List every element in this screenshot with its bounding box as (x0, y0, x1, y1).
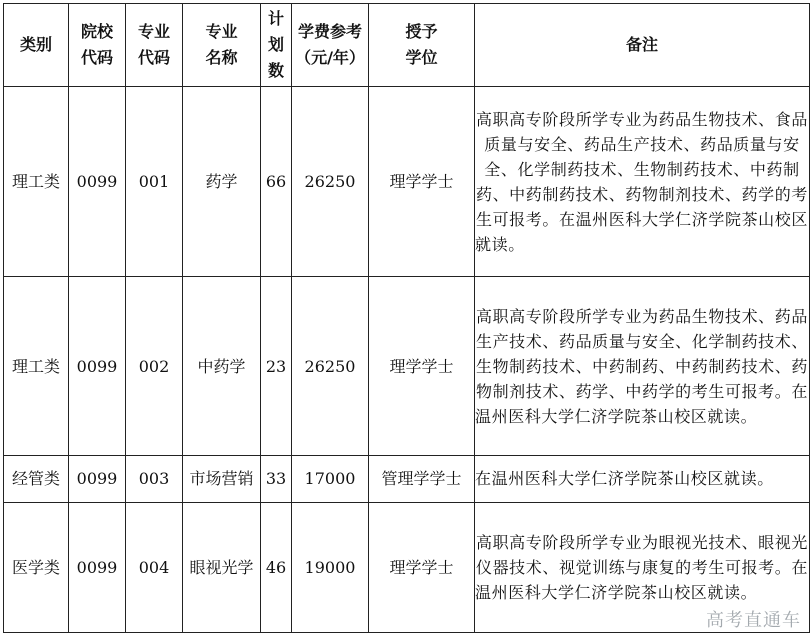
cell-category: 理工类 (4, 277, 69, 455)
cell-remark: 高职高专阶段所学专业为眼视光技术、眼视光仪器技术、视觉训练与康复的考生可报考。在温州医科大学仁济学院茶山校区就读。 (475, 502, 810, 632)
cell-degree: 管理学学士 (369, 455, 475, 502)
header-remark: 备注 (475, 4, 810, 87)
watermark-text: 高考直通车 (706, 610, 801, 631)
cell-major-name: 市场营销 (183, 455, 261, 502)
cell-remark: 在温州医科大学仁济学院茶山校区就读。 (475, 455, 810, 502)
cell-plan: 23 (261, 277, 292, 455)
cell-category: 理工类 (4, 87, 69, 277)
header-category: 类别 (4, 4, 69, 87)
cell-plan: 66 (261, 87, 292, 277)
cell-tuition: 26250 (292, 87, 369, 277)
cell-tuition: 26250 (292, 277, 369, 455)
cell-plan: 46 (261, 502, 292, 632)
cell-major-name: 眼视光学 (183, 502, 261, 632)
cell-category: 经管类 (4, 455, 69, 502)
cell-tuition: 19000 (292, 502, 369, 632)
table-header-row (4, 4, 810, 87)
table-row (4, 277, 810, 455)
cell-major-code: 001 (126, 87, 183, 277)
cell-remark: 高职高专阶段所学专业为药品生物技术、食品质量与安全、药品生产技术、药品质量与安全、化学制药技术、生物制药技术、中药制药、中药制药技术、药物制剂技术、药学的考生可报考。在温州医科大学仁济学院茶山校区就读。 (475, 87, 810, 277)
cell-major-name: 药学 (183, 87, 261, 277)
table-row (4, 87, 810, 277)
cell-plan: 33 (261, 455, 292, 502)
cell-school-code: 0099 (69, 455, 126, 502)
cell-tuition: 17000 (292, 455, 369, 502)
cell-major-code: 003 (126, 455, 183, 502)
cell-degree: 理学学士 (369, 87, 475, 277)
cell-degree: 理学学士 (369, 277, 475, 455)
table-row (4, 502, 810, 632)
header-major-name: 专业 名称 (183, 4, 261, 87)
table-row (4, 455, 810, 502)
cell-major-name: 中药学 (183, 277, 261, 455)
header-school-code: 院校 代码 (69, 4, 126, 87)
header-major-code: 专业 代码 (126, 4, 183, 87)
header-plan: 计 划 数 (261, 4, 292, 87)
cell-school-code: 0099 (69, 87, 126, 277)
admission-plan-table (3, 3, 810, 633)
cell-major-code: 004 (126, 502, 183, 632)
header-tuition: 学费参考 （元/年） (292, 4, 369, 87)
cell-degree: 理学学士 (369, 502, 475, 632)
header-degree: 授予 学位 (369, 4, 475, 87)
cell-remark: 高职高专阶段所学专业为药品生物技术、药品生产技术、药品质量与安全、化学制药技术、生物制药技术、中药制药、中药制药技术、药物制剂技术、药学、中药学的考生可报考。在温州医科大学仁济学院茶山校区就读。 (475, 277, 810, 455)
cell-school-code: 0099 (69, 277, 126, 455)
cell-category: 医学类 (4, 502, 69, 632)
cell-major-code: 002 (126, 277, 183, 455)
cell-school-code: 0099 (69, 502, 126, 632)
